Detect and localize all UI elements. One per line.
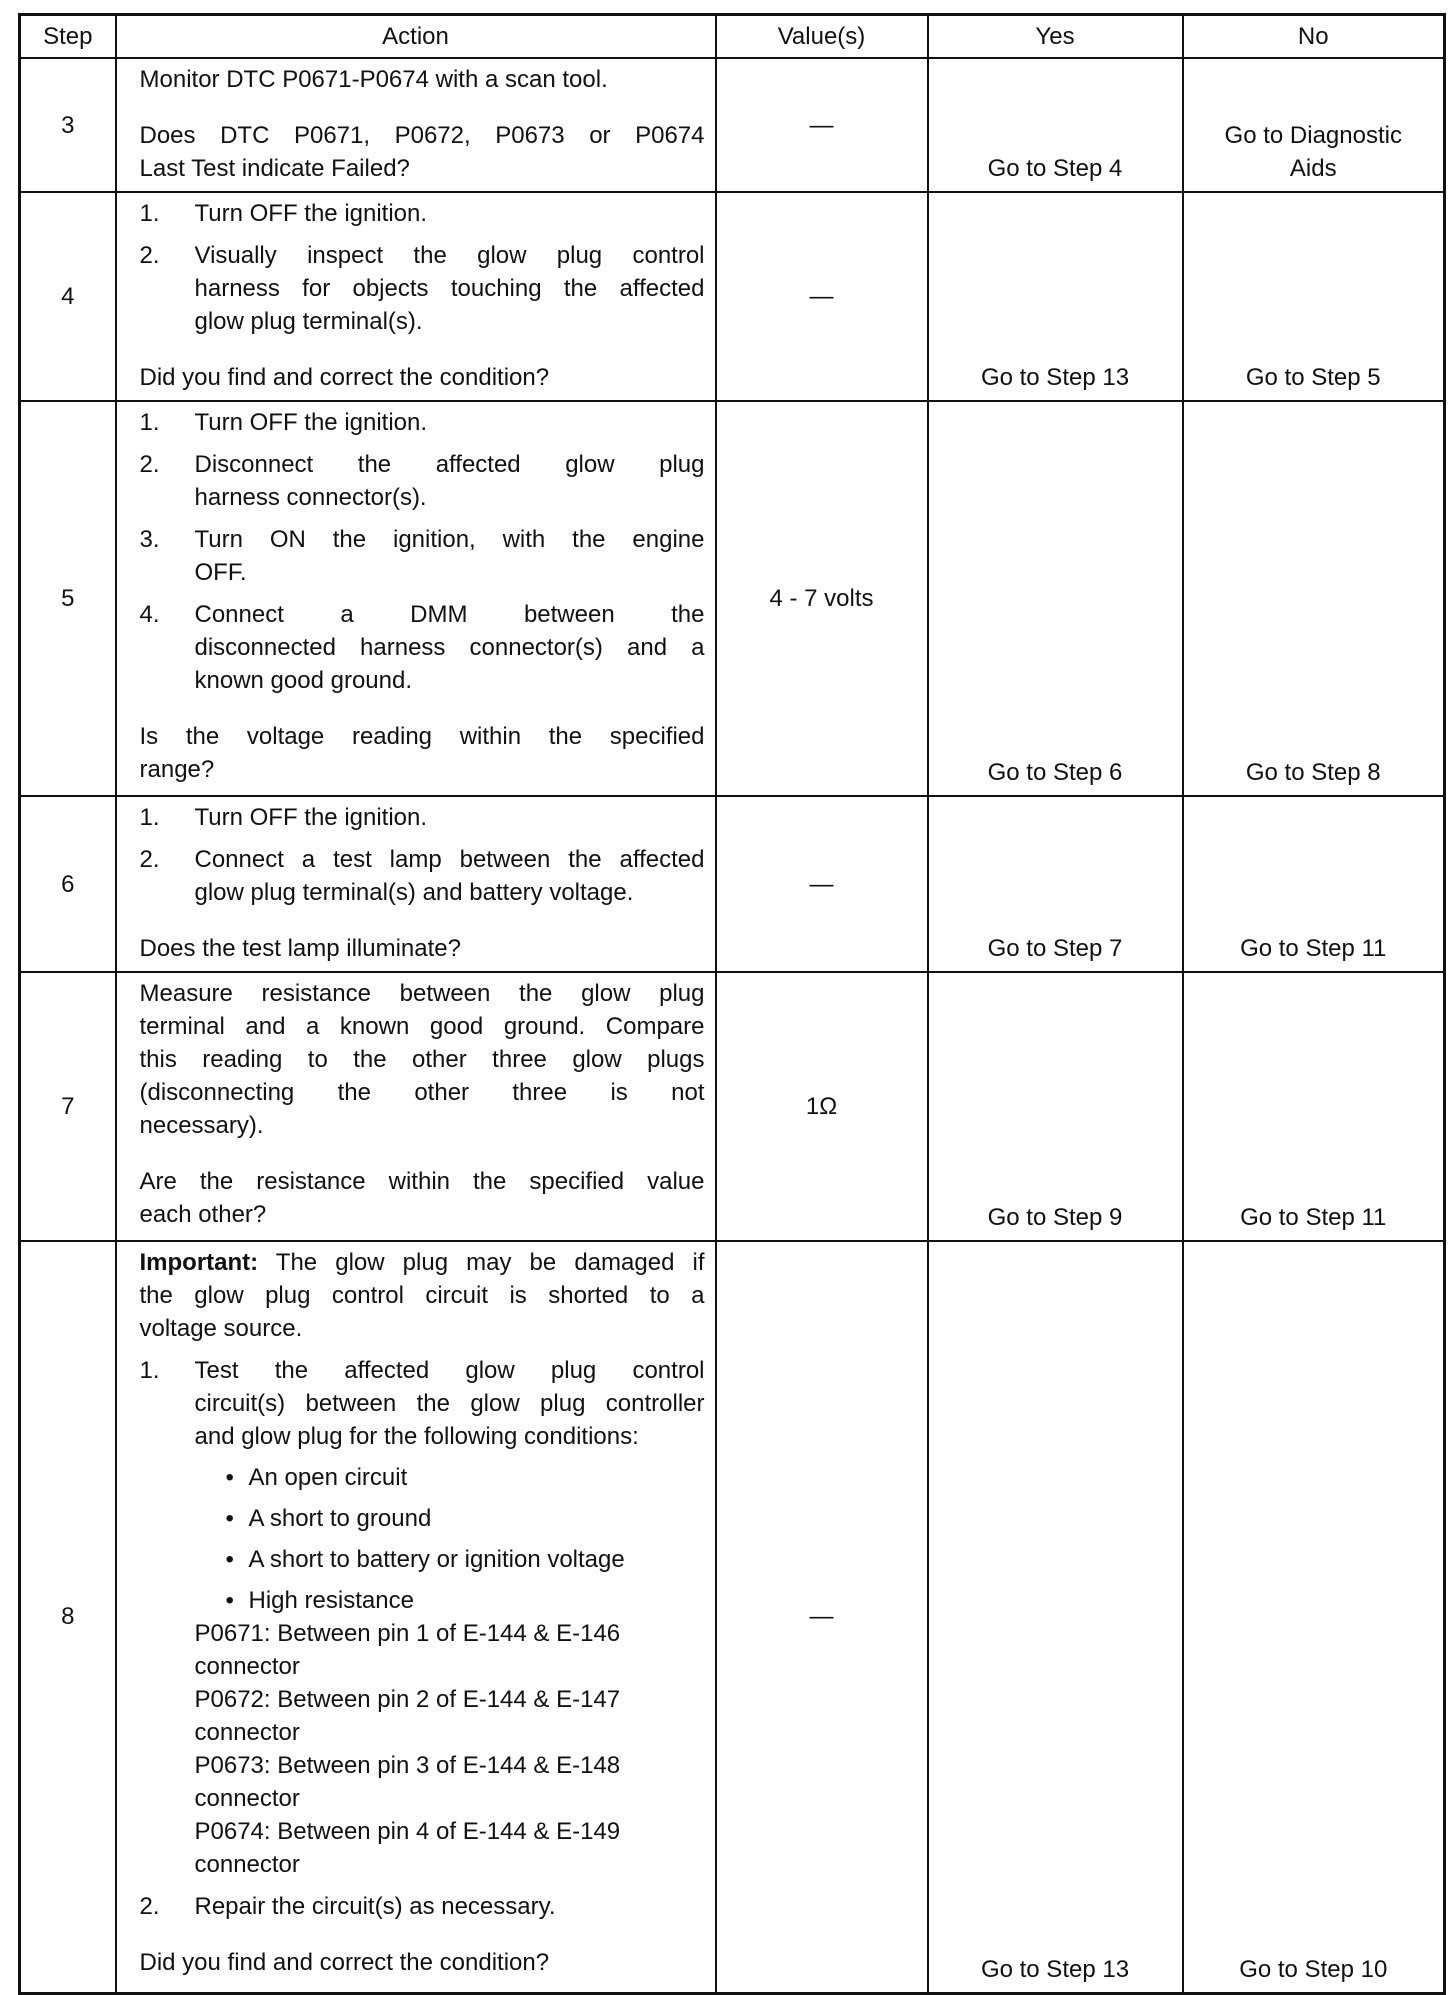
action-line: An open circuit	[248, 1464, 408, 1491]
yes-action-text: Go to Step 6	[987, 759, 1123, 786]
action-cell	[116, 58, 716, 192]
action-bullet	[140, 1543, 705, 1576]
header-value: Value(s)	[716, 15, 928, 59]
action-line: circuit(s) between the glow plug controller	[194, 1390, 705, 1417]
action-item	[140, 598, 705, 697]
item-number: 1.	[139, 1357, 160, 1384]
action-line: range?	[139, 756, 215, 783]
action-line: Turn ON the ignition, with the engine	[194, 526, 705, 553]
important-label: Important:	[139, 1249, 259, 1276]
action-p	[140, 63, 705, 96]
action-line: Turn OFF the ignition.	[194, 409, 428, 436]
action-line: A short to battery or ignition voltage	[248, 1546, 625, 1573]
value-cell: —	[716, 796, 928, 972]
no-action-text: Go to Step 5	[1245, 364, 1381, 391]
yes-action-text: Go to Step 13	[980, 364, 1130, 391]
action-line: Repair the circuit(s) as necessary.	[194, 1893, 556, 1920]
header-yes: Yes	[928, 15, 1183, 59]
header-action: Action	[116, 15, 716, 59]
no-action-text: Go to Step 11	[1240, 935, 1387, 962]
action-bullet	[140, 1461, 705, 1494]
no-action-text: Go to Step 11	[1240, 1204, 1387, 1231]
action-q	[140, 932, 705, 965]
action-line: Are the resistance within the specified value	[139, 1168, 705, 1195]
action-line: and glow plug for the following conditions:	[194, 1423, 639, 1450]
action-line: known good ground.	[194, 667, 412, 694]
no-cell	[1183, 972, 1445, 1241]
action-cell	[116, 972, 716, 1241]
action-text: The glow plug may be damaged if	[258, 1249, 705, 1276]
yes-cell	[928, 58, 1183, 192]
no-action-text: Go to Step 10	[1239, 1955, 1388, 1983]
action-line: P0672: Between pin 2 of E-144 & E-147	[194, 1686, 621, 1713]
action-sub	[140, 1617, 705, 1881]
item-number: 1.	[139, 409, 160, 436]
table-row	[20, 58, 1445, 192]
item-number: 1.	[139, 200, 160, 227]
no-cell	[1183, 796, 1445, 972]
action-line: Connect a DMM between the	[194, 601, 705, 628]
action-item	[140, 239, 705, 338]
action-line: disconnected harness connector(s) and a	[194, 634, 705, 661]
action-line: Does the test lamp illuminate?	[139, 935, 461, 962]
item-number: 2.	[139, 1893, 160, 1920]
action-cell	[116, 192, 716, 401]
action-line: the glow plug control circuit is shorted to a	[139, 1282, 705, 1309]
action-item	[140, 1354, 705, 1453]
bullet-icon: •	[225, 1505, 234, 1532]
no-cell	[1183, 192, 1445, 401]
action-line: necessary).	[139, 1112, 264, 1139]
action-line: Turn OFF the ignition.	[194, 804, 428, 831]
step-number: 8	[20, 1241, 116, 1993]
action-item	[140, 523, 705, 589]
item-number: 2.	[139, 242, 160, 269]
bullet-icon: •	[225, 1587, 234, 1614]
value-cell: 1Ω	[716, 972, 928, 1241]
action-line: connector	[194, 1785, 300, 1812]
action-line: (disconnecting the other three is not	[139, 1079, 705, 1106]
action-line: P0673: Between pin 3 of E-144 & E-148	[194, 1752, 621, 1779]
action-bullet	[140, 1584, 705, 1617]
action-q	[140, 720, 705, 786]
action-line: terminal and a known good ground. Compare	[139, 1013, 705, 1040]
action-line: connector	[194, 1653, 300, 1680]
step-number: 6	[20, 796, 116, 972]
step-number: 7	[20, 972, 116, 1241]
yes-cell	[928, 1241, 1183, 1993]
action-line: P0674: Between pin 4 of E-144 & E-149	[194, 1818, 621, 1845]
no-action-text: Go to Diagnostic	[1224, 122, 1402, 149]
action-line: OFF.	[194, 559, 247, 586]
step-number: 3	[20, 58, 116, 192]
action-line: High resistance	[248, 1587, 414, 1614]
table-row	[20, 972, 1445, 1241]
yes-cell	[928, 972, 1183, 1241]
action-item	[140, 448, 705, 514]
table-row	[20, 1241, 1445, 1993]
no-cell	[1183, 1241, 1445, 1993]
item-number: 2.	[139, 846, 160, 873]
value-cell: 4 - 7 volts	[716, 401, 928, 796]
action-q	[140, 1946, 705, 1979]
yes-cell	[928, 401, 1183, 796]
action-line: Measure resistance between the glow plug	[139, 980, 705, 1007]
action-line: connector	[194, 1719, 300, 1746]
action-line: each other?	[139, 1201, 267, 1228]
no-action-text: Go to Step 8	[1245, 759, 1381, 786]
item-number: 4.	[139, 601, 160, 628]
value-cell: —	[716, 1241, 928, 1993]
action-q	[140, 1165, 705, 1231]
action-line: voltage source.	[139, 1315, 303, 1342]
action-line: this reading to the other three glow plugs	[139, 1046, 705, 1073]
action-q	[140, 361, 705, 394]
action-item	[140, 843, 705, 909]
table-row	[20, 796, 1445, 972]
yes-action-text: Go to Step 4	[987, 155, 1123, 182]
action-line: Connect a test lamp between the affected	[194, 846, 705, 873]
bullet-icon: •	[225, 1546, 234, 1573]
bullet-icon: •	[225, 1464, 234, 1491]
action-line: glow plug terminal(s) and battery voltage.	[194, 879, 634, 906]
action-q	[140, 119, 705, 185]
diagnostic-table	[18, 13, 1446, 1995]
yes-action-text: Go to Step 9	[987, 1204, 1123, 1231]
action-line: harness connector(s).	[194, 484, 427, 511]
action-line: harness for objects touching the affected	[194, 275, 705, 302]
action-line: Does DTC P0671, P0672, P0673 or P0674	[139, 122, 705, 149]
no-cell	[1183, 58, 1445, 192]
action-line: Last Test indicate Failed?	[139, 155, 410, 182]
action-cell	[116, 796, 716, 972]
action-cell	[116, 1241, 716, 1993]
table-row	[20, 192, 1445, 401]
table-row	[20, 401, 1445, 796]
action-p	[140, 977, 705, 1142]
action-line: P0671: Between pin 1 of E-144 & E-146	[194, 1620, 621, 1647]
action-item	[140, 1890, 705, 1923]
value-cell: —	[716, 192, 928, 401]
action-line: glow plug terminal(s).	[194, 308, 423, 335]
yes-cell	[928, 796, 1183, 972]
action-line: Is the voltage reading within the specified	[139, 723, 705, 750]
yes-action-text: Go to Step 7	[987, 935, 1123, 962]
action-line: Monitor DTC P0671-P0674 with a scan tool.	[139, 66, 608, 93]
action-line: A short to ground	[248, 1505, 432, 1532]
action-line: Turn OFF the ignition.	[194, 200, 428, 227]
action-item	[140, 197, 705, 230]
action-line: Did you find and correct the condition?	[139, 1949, 550, 1976]
header-no: No	[1183, 15, 1445, 59]
value-cell: —	[716, 58, 928, 192]
yes-action-text: Go to Step 13	[980, 1955, 1130, 1983]
action-line	[140, 1246, 705, 1279]
item-number: 1.	[139, 804, 160, 831]
item-number: 2.	[139, 451, 160, 478]
action-cell	[116, 401, 716, 796]
no-cell	[1183, 401, 1445, 796]
action-line: connector	[194, 1851, 300, 1878]
header-step: Step	[20, 15, 116, 59]
item-number: 3.	[139, 526, 160, 553]
step-number: 5	[20, 401, 116, 796]
action-item	[140, 801, 705, 834]
action-line: Visually inspect the glow plug control	[194, 242, 705, 269]
action-bullet	[140, 1502, 705, 1535]
yes-cell	[928, 192, 1183, 401]
no-action-text: Aids	[1289, 155, 1337, 182]
header-row	[20, 15, 1445, 59]
action-line: Test the affected glow plug control	[194, 1357, 705, 1384]
action-line: Disconnect the affected glow plug	[194, 451, 705, 478]
action-p	[140, 1246, 705, 1345]
step-number: 4	[20, 192, 116, 401]
action-line: Did you find and correct the condition?	[139, 364, 550, 391]
action-item	[140, 406, 705, 439]
